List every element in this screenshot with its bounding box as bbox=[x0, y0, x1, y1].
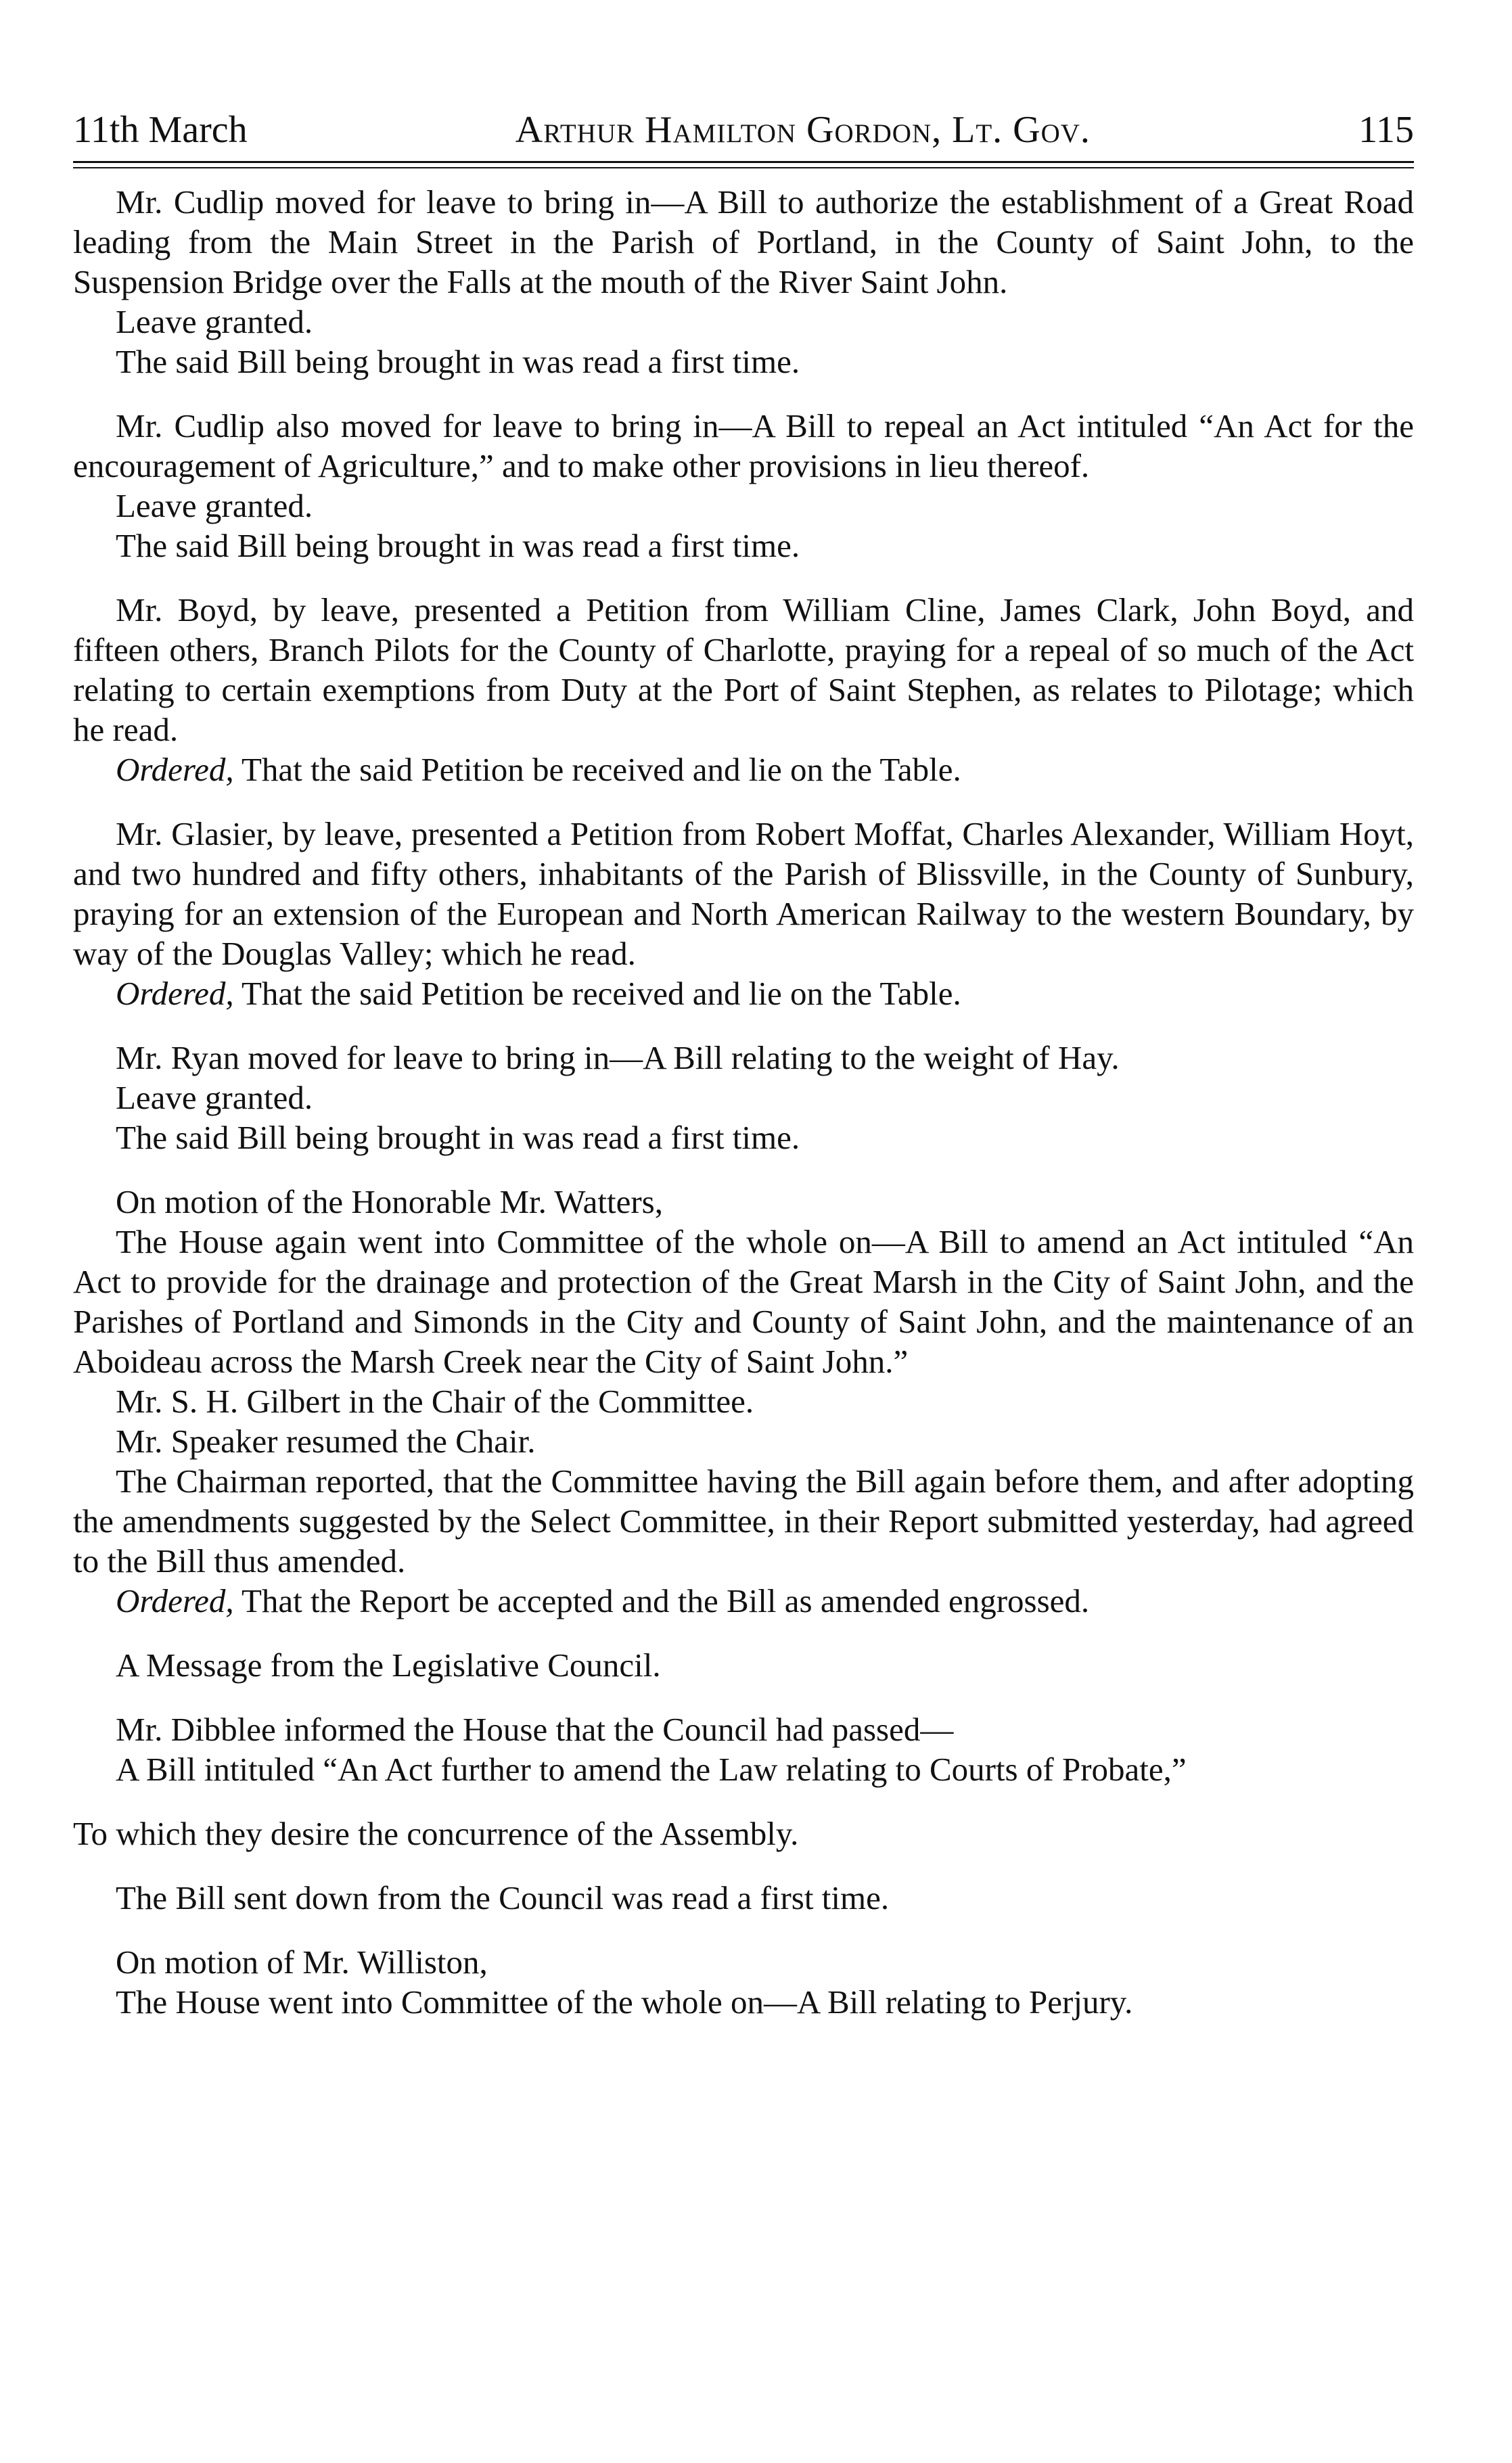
paragraph-text: That the said Petition be received and lie on the Table. bbox=[233, 751, 961, 788]
paragraph bbox=[73, 302, 1414, 342]
document-body bbox=[73, 182, 1414, 2022]
paragraph bbox=[73, 1421, 1414, 1461]
header-running-title: Arthur Hamilton Gordon, Lt. Gov. bbox=[515, 109, 1091, 151]
paragraph bbox=[73, 814, 1414, 973]
paragraph-text: The said Bill being brought in was read a first time. bbox=[116, 343, 800, 380]
paragraph bbox=[73, 1118, 1414, 1157]
paragraph-text: On motion of the Honorable Mr. Watters, bbox=[116, 1183, 663, 1220]
paragraph-text: That the Report be accepted and the Bill as amended engrossed. bbox=[233, 1582, 1090, 1619]
paragraph-text: Mr. Dibblee informed the House that the Council had passed— bbox=[116, 1711, 954, 1748]
paragraph-text: Mr. Glasier, by leave, presented a Petition from Robert Moffat, Charles Alexander, William Hoyt, and two hundred and fifty others, inhabitants of the Parish of Blissville, in the County of Sunbury, praying for an extension of the European and North American Railway to the western Boundary, by way of the Douglas Valley; which he read. bbox=[73, 815, 1414, 972]
page-number: 115 bbox=[1358, 109, 1414, 151]
paragraph bbox=[73, 1078, 1414, 1118]
paragraph bbox=[73, 1381, 1414, 1421]
header-rule-secondary bbox=[73, 167, 1414, 168]
paragraph-text: A Message from the Legislative Council. bbox=[116, 1647, 661, 1684]
paragraph-text: Mr. Boyd, by leave, presented a Petition from William Cline, James Clark, John Boyd, and fifteen others, Branch Pilots for the County of Charlotte, praying for a repeal of so much of the Act relating to certain exemptions from Duty at the Port of Saint Stephen, as relates to Pilotage; which he read. bbox=[73, 591, 1414, 748]
paragraph-text: Leave granted. bbox=[116, 487, 313, 524]
paragraph bbox=[73, 182, 1414, 302]
paragraph-text: On motion of Mr. Williston, bbox=[116, 1943, 488, 1981]
paragraph bbox=[73, 1038, 1414, 1078]
ordered-lead: Ordered, bbox=[116, 1582, 234, 1619]
paragraph-text: Mr. S. H. Gilbert in the Chair of the Committee. bbox=[116, 1383, 754, 1420]
paragraph-text: The said Bill being brought in was read a first time. bbox=[116, 527, 800, 564]
paragraph bbox=[73, 1982, 1414, 2022]
ordered-lead: Ordered, bbox=[116, 975, 234, 1012]
paragraph-text: That the said Petition be received and lie on the Table. bbox=[233, 975, 961, 1012]
paragraph bbox=[73, 406, 1414, 486]
paragraph bbox=[73, 1222, 1414, 1381]
header-date: 11th March bbox=[73, 109, 248, 151]
header-rule bbox=[73, 161, 1414, 163]
ordered-lead: Ordered, bbox=[116, 751, 234, 788]
paragraph bbox=[73, 486, 1414, 526]
paragraph bbox=[73, 1581, 1414, 1621]
paragraph-text: The Chairman reported, that the Committee having the Bill again before them, and after adopting the amendments suggested by the Select Committee, in their Report submitted yesterday, had agreed to the Bill thus amended. bbox=[73, 1463, 1414, 1580]
paragraph-text: Mr. Cudlip also moved for leave to bring in—A Bill to repeal an Act intituled “An Act for the encouragement of Agriculture,” and to make other provisions in lieu thereof. bbox=[73, 407, 1414, 484]
paragraph-text: Leave granted. bbox=[116, 1079, 313, 1116]
paragraph bbox=[73, 1814, 1414, 1854]
paragraph bbox=[73, 526, 1414, 566]
paragraph-text: Mr. Ryan moved for leave to bring in—A Bill relating to the weight of Hay. bbox=[116, 1039, 1120, 1076]
paragraph bbox=[73, 973, 1414, 1013]
paragraph bbox=[73, 1182, 1414, 1222]
paragraph bbox=[73, 1645, 1414, 1685]
paragraph-text: The Bill sent down from the Council was read a first time. bbox=[116, 1879, 890, 1916]
running-header bbox=[73, 108, 1414, 156]
paragraph-text: The said Bill being brought in was read a first time. bbox=[116, 1119, 800, 1156]
paragraph-text: Mr. Speaker resumed the Chair. bbox=[116, 1423, 536, 1460]
paragraph-text: A Bill intituled “An Act further to amend the Law relating to Courts of Probate,” bbox=[116, 1751, 1187, 1788]
paragraph bbox=[73, 342, 1414, 382]
paragraph-text: The House went into Committee of the whole on—A Bill relating to Perjury. bbox=[116, 1983, 1133, 2021]
paragraph bbox=[73, 1878, 1414, 1918]
paragraph-text: The House again went into Committee of the whole on—A Bill to amend an Act intituled “An Act to provide for the drainage and protection of the Great Marsh in the City of Saint John, and the Parishes of Portland and Simonds in the City and County of Saint John, and the maintenance of an Aboideau across the Marsh Creek near the City of Saint John.” bbox=[73, 1223, 1414, 1380]
paragraph bbox=[73, 1942, 1414, 1982]
paragraph-text: Leave granted. bbox=[116, 303, 313, 340]
paragraph bbox=[73, 1461, 1414, 1581]
document-page bbox=[73, 108, 1414, 2022]
paragraph-text: To which they desire the concurrence of the Assembly. bbox=[73, 1815, 799, 1852]
paragraph-text: Mr. Cudlip moved for leave to bring in—A Bill to authorize the establishment of a Great Road leading from the Main Street in the Parish of Portland, in the County of Saint John, to the Suspension Bridge over the Falls at the mouth of the River Saint John. bbox=[73, 183, 1414, 300]
paragraph bbox=[73, 1749, 1414, 1789]
paragraph bbox=[73, 750, 1414, 789]
paragraph bbox=[73, 1709, 1414, 1749]
paragraph bbox=[73, 590, 1414, 750]
